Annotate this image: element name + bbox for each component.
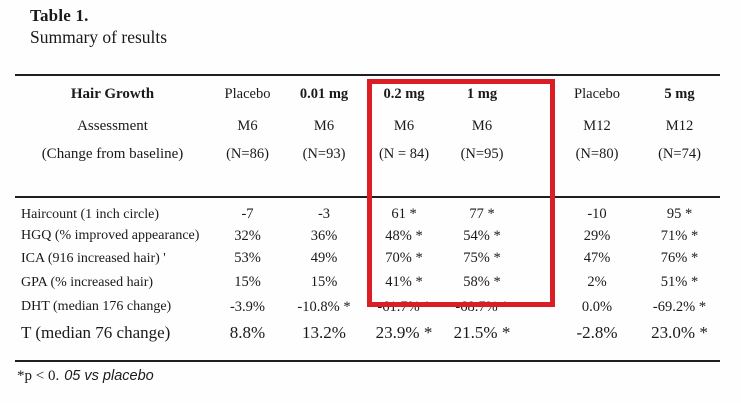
header-cell: M12 (665, 118, 694, 134)
data-cell: 29% (583, 227, 611, 244)
data-cell: 95 * (666, 206, 693, 222)
header-cell: 0.01 mg (299, 86, 349, 102)
header-cell: (N = 84) (378, 145, 430, 162)
data-cell: -10.8% * (297, 298, 351, 315)
horizontal-rule-bottom (15, 360, 720, 362)
table-row-gpa (15, 270, 720, 295)
footnote-prefix: *p < 0. (17, 368, 60, 384)
header-cell: M12 (583, 118, 611, 134)
header-cell: (N=86) (226, 145, 269, 162)
data-cell: 47% (583, 250, 611, 266)
data-cell: -3.9% (229, 298, 266, 315)
table-row-haircount (15, 204, 720, 225)
row-label: GPA (% increased hair) (21, 274, 154, 290)
data-cell: 41% * (385, 274, 423, 290)
data-cell: 61 * (391, 206, 417, 222)
header-row-n (15, 140, 720, 168)
table-row-hgq (15, 225, 720, 247)
column-spacer (519, 204, 555, 225)
data-cell: 76% * (660, 250, 699, 266)
column-spacer (519, 140, 555, 168)
header-cell: (N=93) (302, 145, 346, 162)
row-label: T (median 76 change) (21, 323, 171, 342)
data-cell: -2.8% (576, 323, 618, 342)
table-row-dht (15, 295, 720, 319)
header-cell: Placebo (224, 86, 271, 102)
data-cell: 32% (234, 227, 261, 244)
header-row-treatment (15, 76, 720, 113)
header-cell: (Change from baseline) (41, 145, 184, 162)
header-cell: 5 mg (664, 86, 695, 102)
data-cell: 8.8% (229, 323, 266, 342)
header-cell: (N=80) (575, 145, 619, 162)
header-cell: Assessment (77, 118, 148, 134)
spacer-row (15, 168, 720, 196)
data-cell: 13.2% (302, 323, 346, 342)
row-label: DHT (median 176 change) (21, 299, 172, 314)
data-cell: 21.5% * (453, 323, 511, 342)
data-cell: -68.7% * (455, 298, 509, 315)
data-cell: 54% * (463, 227, 501, 244)
header-cell: M6 (313, 118, 335, 134)
table-subtitle: Summary of results (30, 27, 168, 47)
data-cell: 23.0% * (651, 323, 708, 342)
row-label: HGQ (% improved appearance) (21, 228, 200, 243)
header-cell: M6 (393, 118, 415, 134)
header-cell: 1 mg (466, 86, 498, 102)
column-spacer (519, 225, 555, 247)
results-table (15, 76, 720, 347)
table-row-t (15, 319, 720, 347)
data-cell: -3 (317, 206, 331, 222)
data-cell: 48% * (385, 227, 423, 244)
row-label: ICA (916 increased hair) ' (21, 250, 166, 266)
header-cell: M6 (471, 118, 493, 134)
data-cell: 53% (234, 250, 261, 266)
header-cell: 0.2 mg (383, 86, 425, 102)
data-cell: 75% * (463, 250, 501, 266)
data-cell: 77 * (469, 206, 495, 222)
column-spacer (519, 76, 555, 113)
footnote (17, 368, 154, 385)
footnote-italic: 05 vs placebo (64, 368, 154, 384)
column-spacer (519, 295, 555, 319)
column-spacer (519, 319, 555, 347)
data-cell: 70% * (385, 250, 423, 266)
column-spacer (519, 247, 555, 270)
data-cell: -69.2% * (652, 298, 707, 315)
header-cell: Placebo (574, 86, 620, 102)
data-cell: 58% * (463, 274, 501, 290)
header-row-timepoint (15, 113, 720, 140)
data-cell: 2% (587, 274, 607, 290)
data-cell: 49% (310, 250, 338, 266)
column-spacer (519, 270, 555, 295)
data-cell: 15% (234, 274, 261, 290)
data-cell: -61.7% * (377, 298, 431, 315)
table-title: Table 1. (30, 6, 89, 25)
data-cell: 36% (310, 227, 338, 244)
column-spacer (519, 113, 555, 140)
header-cell: (N=74) (658, 145, 701, 162)
data-cell: 23.9% * (375, 323, 433, 342)
data-cell: 71% * (660, 227, 699, 244)
data-cell: 15% (310, 274, 338, 290)
data-cell: 51% * (660, 274, 699, 290)
data-cell: 0.0% (581, 298, 613, 315)
header-cell: M6 (237, 118, 258, 134)
header-cell: Hair Growth (70, 86, 155, 102)
header-cell: (N=95) (460, 145, 504, 162)
data-cell: -7 (241, 206, 254, 222)
row-label: Haircount (1 inch circle) (21, 206, 159, 222)
spacer-row (15, 196, 720, 204)
table-row-ica (15, 247, 720, 270)
data-cell: -10 (587, 206, 607, 222)
